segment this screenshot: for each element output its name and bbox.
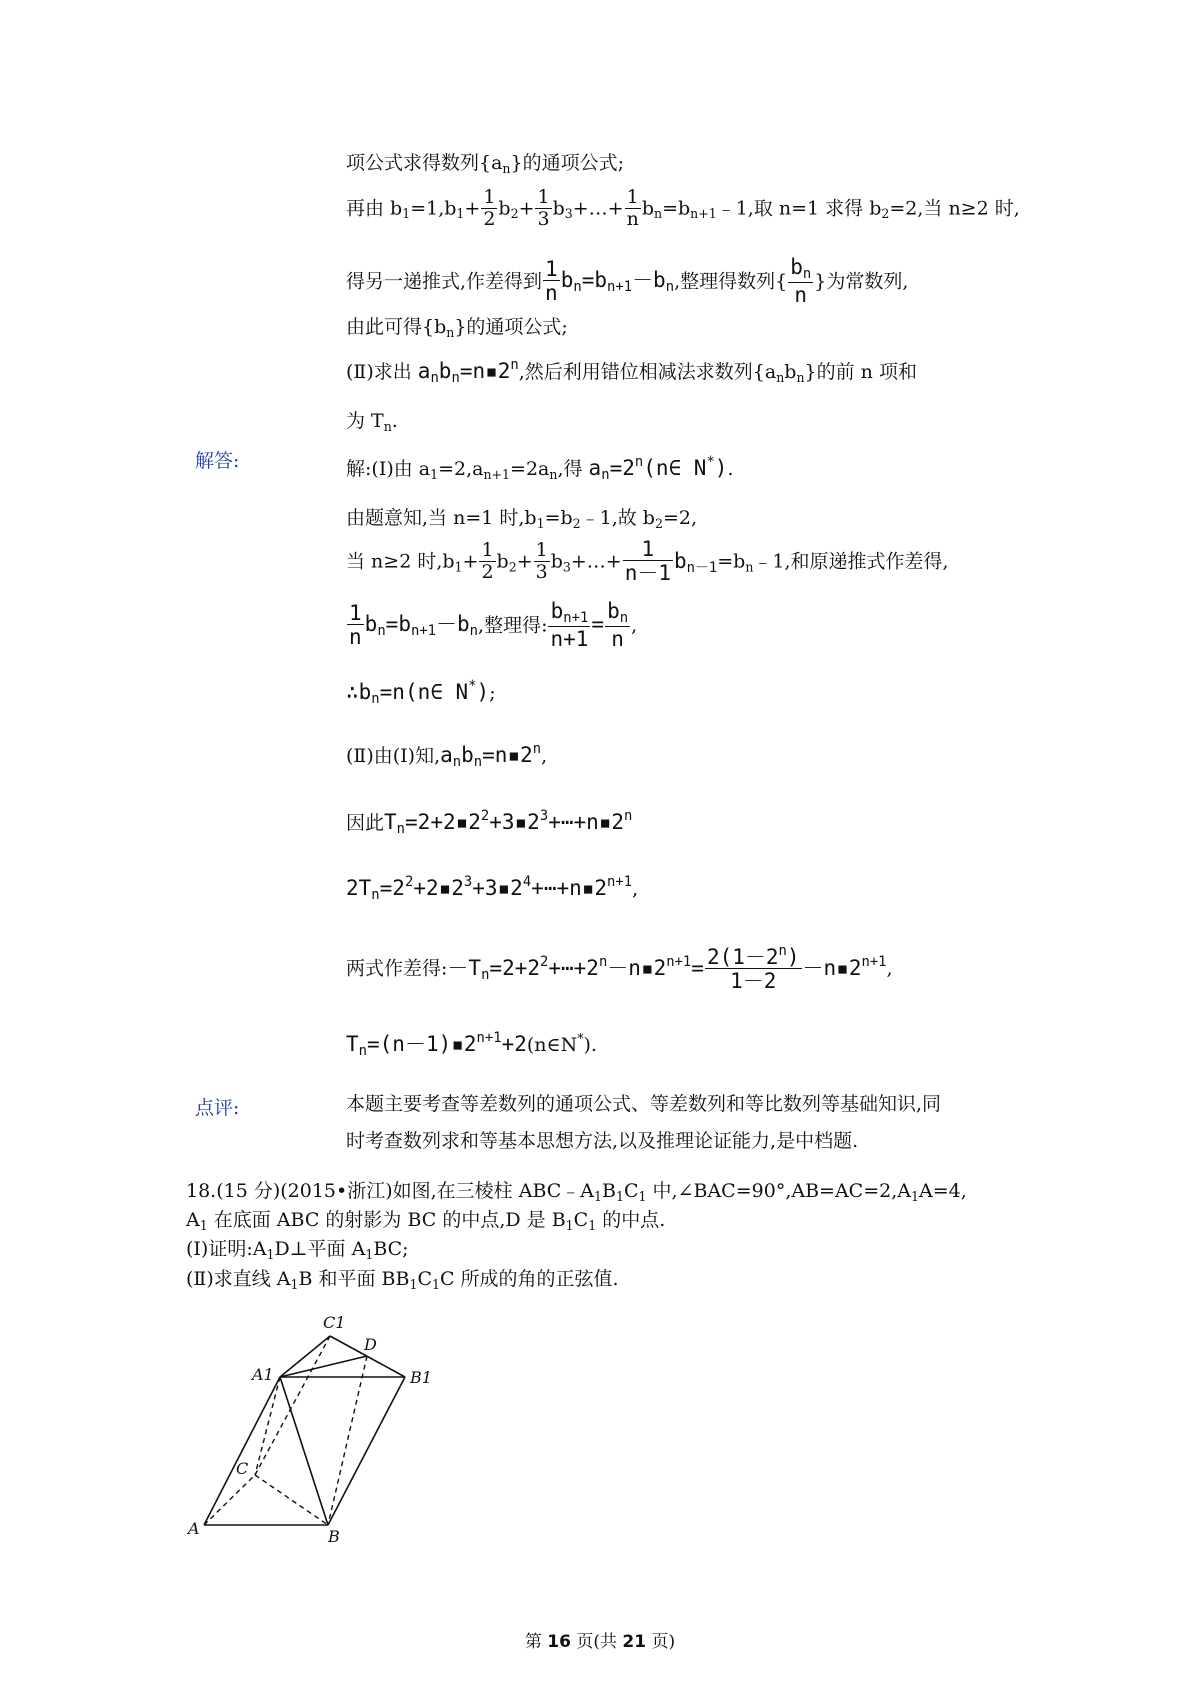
analysis-line-3: 得另一递推式,作差得到 $\frac{1}{n}$ $b_n=b_{n+1}-b_n$,整理得数列{ $\frac{b_n}{n}$ }为常数列, xyxy=(346,255,909,307)
edge-B-B1 xyxy=(328,1377,405,1525)
label-C: C xyxy=(236,1459,249,1478)
label-B: B xyxy=(328,1527,340,1546)
label-D: D xyxy=(364,1335,377,1354)
prism-figure xyxy=(180,1300,440,1550)
answer-label: 解答: xyxy=(195,450,240,472)
problem18-line-3: (Ⅰ)证明$:A_1D\perp$平面 $A_1BC$; xyxy=(186,1238,409,1262)
analysis-line-2: 再由 $b_1=1,b_1+$ $\frac{1}{2}$ $b_2+$ $\frac{1}{3}$ $b_3+\dots+$ $\frac{1}{n}$ $b_n=b_{n+1}﹣1$,取 n=1 求得 $b_2=2$,当 n≥2 时, xyxy=(346,186,1020,230)
page-footer: 第 16 页(共 21 页) xyxy=(524,1632,676,1652)
comment-label: 点评: xyxy=(195,1097,240,1119)
problem18-line-2: $A_1$ 在底面 ABC 的射影为 BC 的中点,D 是 $B_1C_1$ 的中点. xyxy=(186,1209,666,1233)
solution-line-7: 因此$T_n=2+2▪2^2+3▪2^3+\cdots+n▪2^n$ xyxy=(346,808,633,838)
solution-line-6: (Ⅱ)由(Ⅰ)知$,a_nb_n=n▪2^n$, xyxy=(346,741,548,771)
analysis-line-5: (Ⅱ)求出 $a_nb_n=n▪2^n$,然后利用错位相减法求数列$\{a_nb_n\}$的前 n 项和 xyxy=(346,357,917,387)
solution-line-5: $\therefore b_n=n(n\in$ N*); xyxy=(346,678,496,708)
solution-line-1: 解:(Ⅰ)由 $a_1=2,a_{n+1}=2a_n$,得 $a_n=2^n(n\in$ N*). xyxy=(346,454,734,484)
analysis-line-6: 为 $T_n$. xyxy=(346,410,398,434)
page-total: 21 xyxy=(622,1632,647,1652)
solution-line-3: 当 n≥2 时$,b_1+$ $\frac{1}{2}$ $b_2+$ $\frac{1}{3}$ $b_3+\dots+$ $\frac{1}{n-1}$ $b_{n-1}=b_n﹣1$,和原递推式作差得, xyxy=(346,537,949,586)
label-A1: A1 xyxy=(252,1365,274,1384)
page-number: 16 xyxy=(547,1632,571,1652)
solution-line-9: 两式作差得$:-T_n=2+2^2+\cdots+2^n-n▪2^{n+1}=$ $\frac{2(1-2^n)}{1-2}$ $-n▪2^{n+1}$, xyxy=(346,943,893,994)
solution-line-4: $\frac{1}{n}$ $b_n=b_{n+1}-b_n$,整理得: $\frac{b_{n+1}}{n+1}$ = $\frac{b_n}{n}$ , xyxy=(349,599,638,651)
analysis-line-4: 由此可得$\{b_n\}$的通项公式; xyxy=(346,316,568,340)
edge-A-C xyxy=(204,1475,255,1525)
label-A: A xyxy=(188,1519,200,1538)
solution-line-10: $T_n=(n-1)▪2^{n+1}+2(n\in N^*)$. xyxy=(346,1030,597,1060)
edge-A1-B xyxy=(280,1377,328,1525)
comment-line-2: 时考查数列求和等基本思想方法,以及推理论证能力,是中档题. xyxy=(346,1130,859,1152)
comment-line-1: 本题主要考查等差数列的通项公式、等差数列和等比数列等基础知识,同 xyxy=(346,1093,942,1115)
label-B1: B1 xyxy=(410,1368,432,1387)
solution-line-2: 由题意知,当 n=1 时$,b_1=b_2﹣1$,故 $b_2=2$, xyxy=(346,507,698,531)
problem18-line-4: (Ⅱ)求直线 $A_1B$ 和平面 $BB_1C_1C$ 所成的角的正弦值. xyxy=(186,1268,619,1292)
edge-D-B xyxy=(328,1356,367,1525)
analysis-line-1: 项公式求得数列$\{a_n\}$的通项公式; xyxy=(346,152,624,176)
label-C1: C1 xyxy=(323,1313,346,1332)
edge-A1-C xyxy=(255,1377,280,1475)
problem18-line-1: 18.(15 分)(2015•浙江)如图,在三棱柱 $ABC﹣A_1B_1C_1$ 中$,\angle BAC=90^\circ,AB=AC=2,A_1A=4$, xyxy=(186,1180,967,1204)
edge-C-B xyxy=(255,1475,328,1525)
solution-line-8: $2T_n=2^2+2▪2^3+3▪2^4+\cdots+n▪2^{n+1}$, xyxy=(346,874,639,904)
